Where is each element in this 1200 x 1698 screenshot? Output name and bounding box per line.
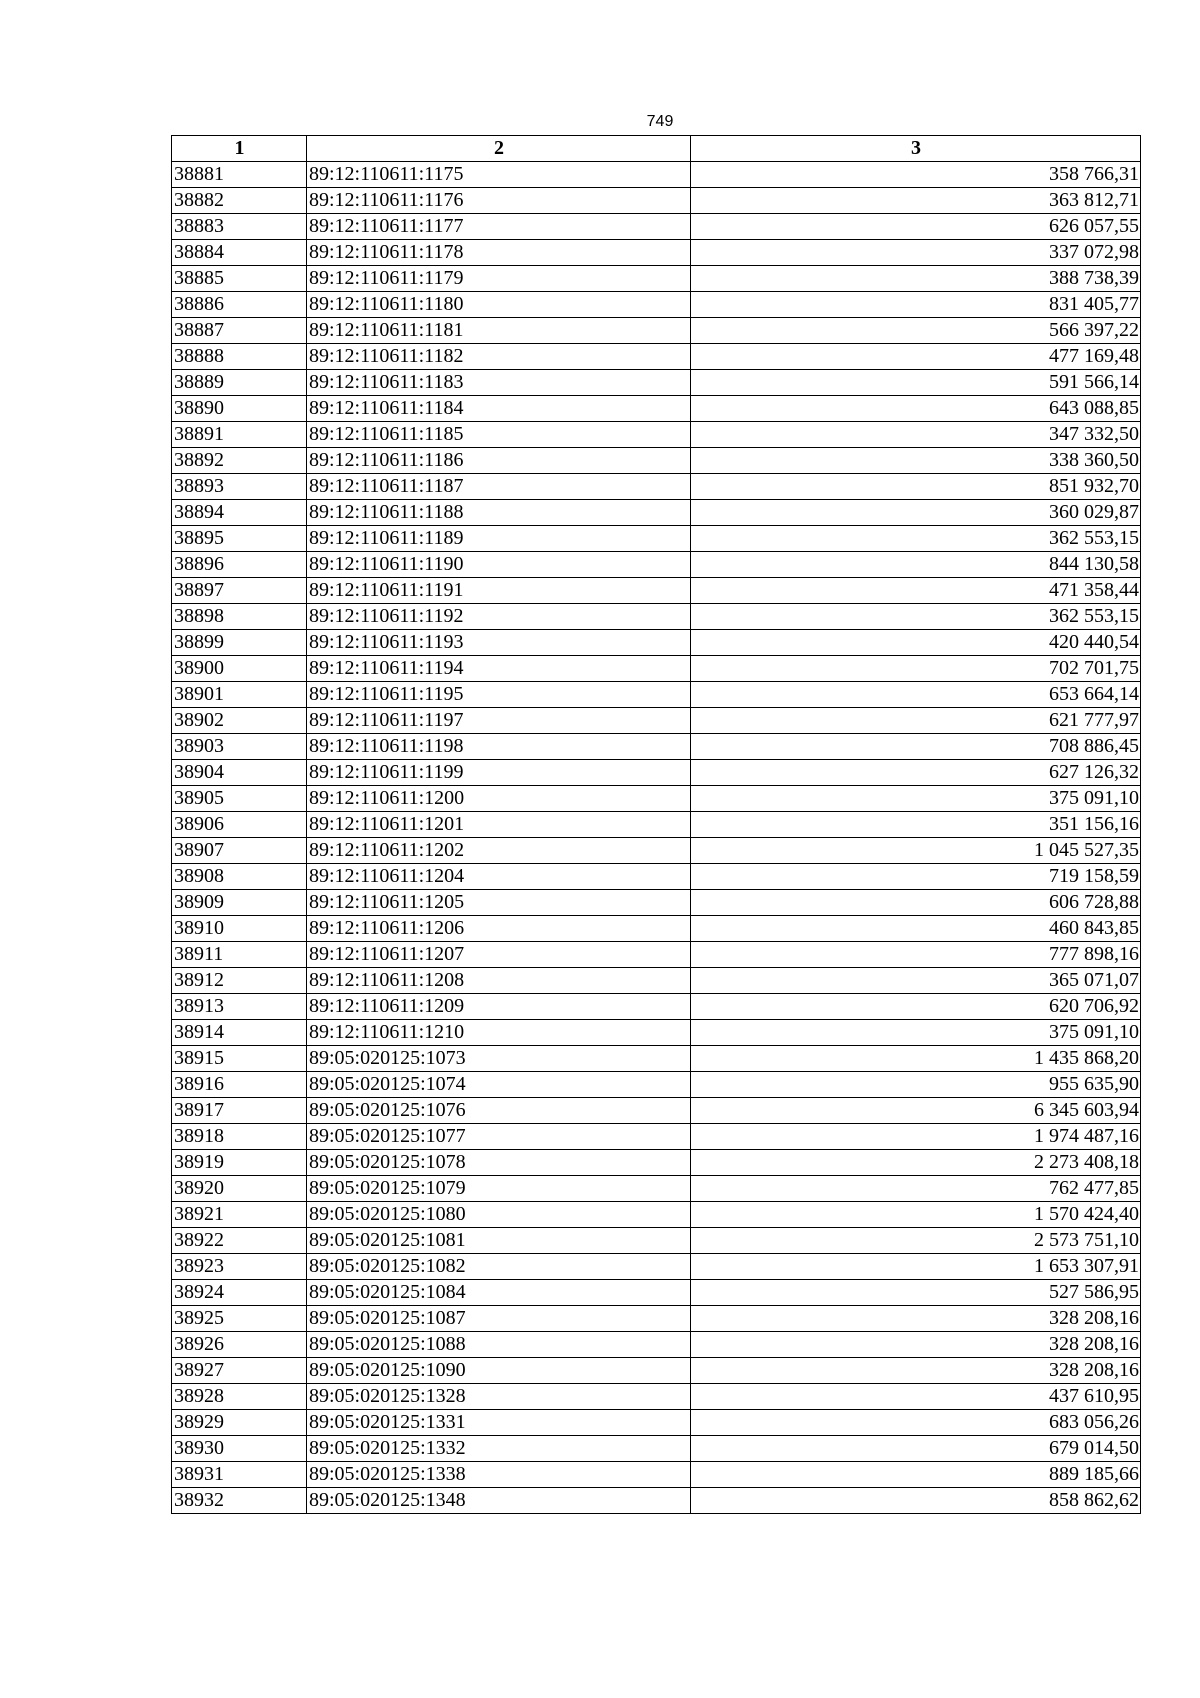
cadastral-value-cell: 328 208,16 [691, 1358, 1141, 1384]
row-number-cell: 38932 [172, 1488, 307, 1514]
table-row [172, 890, 1141, 916]
cadastral-number-cell: 89:12:110611:1199 [307, 760, 691, 786]
cadastral-value-cell: 679 014,50 [691, 1436, 1141, 1462]
column-header-3: 3 [691, 136, 1141, 162]
cadastral-value-cell: 358 766,31 [691, 162, 1141, 188]
table-row [172, 1410, 1141, 1436]
table-row [172, 1020, 1141, 1046]
row-number-cell: 38919 [172, 1150, 307, 1176]
table-row [172, 1176, 1141, 1202]
cadastral-number-cell: 89:05:020125:1077 [307, 1124, 691, 1150]
cadastral-value-cell: 844 130,58 [691, 552, 1141, 578]
row-number-cell: 38884 [172, 240, 307, 266]
table-row [172, 786, 1141, 812]
table-row [172, 942, 1141, 968]
cadastral-number-cell: 89:05:020125:1081 [307, 1228, 691, 1254]
row-number-cell: 38925 [172, 1306, 307, 1332]
table-row [172, 864, 1141, 890]
row-number-cell: 38916 [172, 1072, 307, 1098]
cadastral-number-cell: 89:12:110611:1207 [307, 942, 691, 968]
row-number-cell: 38882 [172, 188, 307, 214]
table-row [172, 474, 1141, 500]
row-number-cell: 38896 [172, 552, 307, 578]
cadastral-value-cell: 566 397,22 [691, 318, 1141, 344]
row-number-cell: 38894 [172, 500, 307, 526]
cadastral-value-cell: 527 586,95 [691, 1280, 1141, 1306]
cadastral-value-cell: 762 477,85 [691, 1176, 1141, 1202]
table-row [172, 604, 1141, 630]
row-number-cell: 38881 [172, 162, 307, 188]
table-row [172, 318, 1141, 344]
cadastral-number-cell: 89:12:110611:1210 [307, 1020, 691, 1046]
cadastral-number-cell: 89:12:110611:1177 [307, 214, 691, 240]
cadastral-value-cell: 375 091,10 [691, 786, 1141, 812]
cadastral-value-cell: 851 932,70 [691, 474, 1141, 500]
row-number-cell: 38907 [172, 838, 307, 864]
cadastral-number-cell: 89:12:110611:1189 [307, 526, 691, 552]
cadastral-value-cell: 6 345 603,94 [691, 1098, 1141, 1124]
cadastral-value-cell: 362 553,15 [691, 526, 1141, 552]
cadastral-number-cell: 89:12:110611:1176 [307, 188, 691, 214]
table-row [172, 240, 1141, 266]
row-number-cell: 38914 [172, 1020, 307, 1046]
cadastral-number-cell: 89:12:110611:1208 [307, 968, 691, 994]
cadastral-value-cell: 477 169,48 [691, 344, 1141, 370]
cadastral-value-cell: 347 332,50 [691, 422, 1141, 448]
row-number-cell: 38895 [172, 526, 307, 552]
cadastral-number-cell: 89:12:110611:1192 [307, 604, 691, 630]
table-row [172, 526, 1141, 552]
table-row [172, 916, 1141, 942]
cadastral-value-cell: 362 553,15 [691, 604, 1141, 630]
table-row [172, 1228, 1141, 1254]
row-number-cell: 38926 [172, 1332, 307, 1358]
cadastral-number-cell: 89:12:110611:1201 [307, 812, 691, 838]
cadastral-value-cell: 626 057,55 [691, 214, 1141, 240]
table-row [172, 630, 1141, 656]
row-number-cell: 38904 [172, 760, 307, 786]
cadastral-value-cell: 889 185,66 [691, 1462, 1141, 1488]
row-number-cell: 38901 [172, 682, 307, 708]
cadastral-number-cell: 89:05:020125:1079 [307, 1176, 691, 1202]
cadastral-number-cell: 89:05:020125:1348 [307, 1488, 691, 1514]
table-row [172, 1384, 1141, 1410]
table-row [172, 1332, 1141, 1358]
table-row [172, 1046, 1141, 1072]
cadastral-number-cell: 89:05:020125:1090 [307, 1358, 691, 1384]
cadastral-value-cell: 471 358,44 [691, 578, 1141, 604]
table-row [172, 396, 1141, 422]
cadastral-value-cell: 1 045 527,35 [691, 838, 1141, 864]
cadastral-value-cell: 620 706,92 [691, 994, 1141, 1020]
cadastral-value-cell: 437 610,95 [691, 1384, 1141, 1410]
row-number-cell: 38922 [172, 1228, 307, 1254]
table-row [172, 1462, 1141, 1488]
row-number-cell: 38923 [172, 1254, 307, 1280]
row-number-cell: 38909 [172, 890, 307, 916]
table-row [172, 292, 1141, 318]
cadastral-number-cell: 89:12:110611:1185 [307, 422, 691, 448]
row-number-cell: 38915 [172, 1046, 307, 1072]
cadastral-value-cell: 591 566,14 [691, 370, 1141, 396]
cadastral-value-cell: 702 701,75 [691, 656, 1141, 682]
cadastral-number-cell: 89:12:110611:1182 [307, 344, 691, 370]
row-number-cell: 38928 [172, 1384, 307, 1410]
row-number-cell: 38889 [172, 370, 307, 396]
table-row [172, 552, 1141, 578]
cadastral-value-cell: 2 573 751,10 [691, 1228, 1141, 1254]
cadastral-value-cell: 365 071,07 [691, 968, 1141, 994]
cadastral-number-cell: 89:05:020125:1073 [307, 1046, 691, 1072]
cadastral-number-cell: 89:12:110611:1194 [307, 656, 691, 682]
table-row [172, 344, 1141, 370]
row-number-cell: 38892 [172, 448, 307, 474]
cadastral-number-cell: 89:12:110611:1186 [307, 448, 691, 474]
row-number-cell: 38887 [172, 318, 307, 344]
row-number-cell: 38930 [172, 1436, 307, 1462]
table-row [172, 1358, 1141, 1384]
row-number-cell: 38931 [172, 1462, 307, 1488]
row-number-cell: 38885 [172, 266, 307, 292]
table-row [172, 1306, 1141, 1332]
table-row [172, 1202, 1141, 1228]
row-number-cell: 38908 [172, 864, 307, 890]
row-number-cell: 38900 [172, 656, 307, 682]
cadastral-value-cell: 360 029,87 [691, 500, 1141, 526]
cadastral-value-cell: 831 405,77 [691, 292, 1141, 318]
cadastral-value-cell: 363 812,71 [691, 188, 1141, 214]
table-row [172, 1488, 1141, 1514]
cadastral-number-cell: 89:12:110611:1209 [307, 994, 691, 1020]
row-number-cell: 38888 [172, 344, 307, 370]
cadastral-number-cell: 89:05:020125:1076 [307, 1098, 691, 1124]
row-number-cell: 38927 [172, 1358, 307, 1384]
table-row [172, 214, 1141, 240]
table-row [172, 656, 1141, 682]
cadastral-number-cell: 89:05:020125:1331 [307, 1410, 691, 1436]
cadastral-value-cell: 621 777,97 [691, 708, 1141, 734]
table-row [172, 1436, 1141, 1462]
table-row [172, 266, 1141, 292]
cadastral-number-cell: 89:12:110611:1202 [307, 838, 691, 864]
cadastral-number-cell: 89:05:020125:1074 [307, 1072, 691, 1098]
row-number-cell: 38917 [172, 1098, 307, 1124]
cadastral-value-cell: 1 435 868,20 [691, 1046, 1141, 1072]
cadastral-value-cell: 338 360,50 [691, 448, 1141, 474]
row-number-cell: 38903 [172, 734, 307, 760]
cadastral-number-cell: 89:12:110611:1180 [307, 292, 691, 318]
cadastral-number-cell: 89:05:020125:1328 [307, 1384, 691, 1410]
row-number-cell: 38899 [172, 630, 307, 656]
cadastral-number-cell: 89:12:110611:1205 [307, 890, 691, 916]
cadastral-number-cell: 89:12:110611:1183 [307, 370, 691, 396]
cadastral-value-cell: 1 974 487,16 [691, 1124, 1141, 1150]
row-number-cell: 38893 [172, 474, 307, 500]
cadastral-value-cell: 858 862,62 [691, 1488, 1141, 1514]
table-row [172, 968, 1141, 994]
cadastral-value-cell: 777 898,16 [691, 942, 1141, 968]
table-row [172, 1124, 1141, 1150]
cadastral-number-cell: 89:12:110611:1190 [307, 552, 691, 578]
cadastral-value-cell: 337 072,98 [691, 240, 1141, 266]
table-row [172, 1098, 1141, 1124]
cadastral-number-cell: 89:12:110611:1178 [307, 240, 691, 266]
table-row [172, 838, 1141, 864]
cadastral-number-cell: 89:12:110611:1193 [307, 630, 691, 656]
table-row [172, 708, 1141, 734]
table-row [172, 448, 1141, 474]
row-number-cell: 38891 [172, 422, 307, 448]
cadastral-number-cell: 89:12:110611:1200 [307, 786, 691, 812]
row-number-cell: 38911 [172, 942, 307, 968]
cadastral-number-cell: 89:05:020125:1078 [307, 1150, 691, 1176]
table-row [172, 188, 1141, 214]
table-row [172, 370, 1141, 396]
row-number-cell: 38924 [172, 1280, 307, 1306]
table-row [172, 734, 1141, 760]
table-row [172, 682, 1141, 708]
row-number-cell: 38905 [172, 786, 307, 812]
table-row [172, 162, 1141, 188]
row-number-cell: 38929 [172, 1410, 307, 1436]
table-row [172, 994, 1141, 1020]
cadastral-value-cell: 328 208,16 [691, 1332, 1141, 1358]
row-number-cell: 38886 [172, 292, 307, 318]
cadastral-number-cell: 89:05:020125:1084 [307, 1280, 691, 1306]
cadastral-value-cell: 955 635,90 [691, 1072, 1141, 1098]
table-row [172, 1280, 1141, 1306]
row-number-cell: 38902 [172, 708, 307, 734]
cadastral-value-cell: 351 156,16 [691, 812, 1141, 838]
cadastral-value-cell: 606 728,88 [691, 890, 1141, 916]
table-row [172, 1254, 1141, 1280]
column-header-2: 2 [307, 136, 691, 162]
cadastral-value-cell: 460 843,85 [691, 916, 1141, 942]
row-number-cell: 38921 [172, 1202, 307, 1228]
table-row [172, 1150, 1141, 1176]
cadastral-number-cell: 89:05:020125:1082 [307, 1254, 691, 1280]
cadastral-number-cell: 89:12:110611:1197 [307, 708, 691, 734]
page-number: 749 [646, 113, 674, 130]
cadastral-value-cell: 719 158,59 [691, 864, 1141, 890]
row-number-cell: 38898 [172, 604, 307, 630]
table-row [172, 1072, 1141, 1098]
row-number-cell: 38897 [172, 578, 307, 604]
row-number-cell: 38890 [172, 396, 307, 422]
cadastral-number-cell: 89:12:110611:1187 [307, 474, 691, 500]
table-row [172, 500, 1141, 526]
cadastral-value-cell: 388 738,39 [691, 266, 1141, 292]
column-header-1: 1 [172, 136, 307, 162]
cadastral-number-cell: 89:05:020125:1338 [307, 1462, 691, 1488]
row-number-cell: 38913 [172, 994, 307, 1020]
cadastral-number-cell: 89:12:110611:1198 [307, 734, 691, 760]
table-body [172, 162, 1141, 1514]
cadastral-value-cell: 328 208,16 [691, 1306, 1141, 1332]
cadastral-number-cell: 89:05:020125:1332 [307, 1436, 691, 1462]
cadastral-value-cell: 1 570 424,40 [691, 1202, 1141, 1228]
cadastral-value-cell: 1 653 307,91 [691, 1254, 1141, 1280]
table-row [172, 760, 1141, 786]
cadastral-value-cell: 653 664,14 [691, 682, 1141, 708]
cadastral-value-cell: 643 088,85 [691, 396, 1141, 422]
row-number-cell: 38918 [172, 1124, 307, 1150]
cadastral-number-cell: 89:12:110611:1191 [307, 578, 691, 604]
cadastral-value-cell: 375 091,10 [691, 1020, 1141, 1046]
cadastral-value-cell: 2 273 408,18 [691, 1150, 1141, 1176]
cadastral-number-cell: 89:12:110611:1204 [307, 864, 691, 890]
cadastral-number-cell: 89:12:110611:1195 [307, 682, 691, 708]
cadastral-number-cell: 89:12:110611:1181 [307, 318, 691, 344]
row-number-cell: 38883 [172, 214, 307, 240]
row-number-cell: 38920 [172, 1176, 307, 1202]
cadastral-number-cell: 89:12:110611:1188 [307, 500, 691, 526]
cadastral-number-cell: 89:12:110611:1184 [307, 396, 691, 422]
cadastral-number-cell: 89:05:020125:1080 [307, 1202, 691, 1228]
cadastral-number-cell: 89:12:110611:1179 [307, 266, 691, 292]
row-number-cell: 38910 [172, 916, 307, 942]
cadastral-value-table [171, 135, 1141, 1514]
cadastral-number-cell: 89:12:110611:1206 [307, 916, 691, 942]
table-row [172, 422, 1141, 448]
cadastral-value-cell: 627 126,32 [691, 760, 1141, 786]
table-row [172, 578, 1141, 604]
cadastral-number-cell: 89:12:110611:1175 [307, 162, 691, 188]
table-header-row [172, 136, 1141, 162]
cadastral-value-cell: 708 886,45 [691, 734, 1141, 760]
table-row [172, 812, 1141, 838]
cadastral-number-cell: 89:05:020125:1088 [307, 1332, 691, 1358]
cadastral-number-cell: 89:05:020125:1087 [307, 1306, 691, 1332]
row-number-cell: 38912 [172, 968, 307, 994]
cadastral-value-cell: 420 440,54 [691, 630, 1141, 656]
row-number-cell: 38906 [172, 812, 307, 838]
cadastral-value-cell: 683 056,26 [691, 1410, 1141, 1436]
